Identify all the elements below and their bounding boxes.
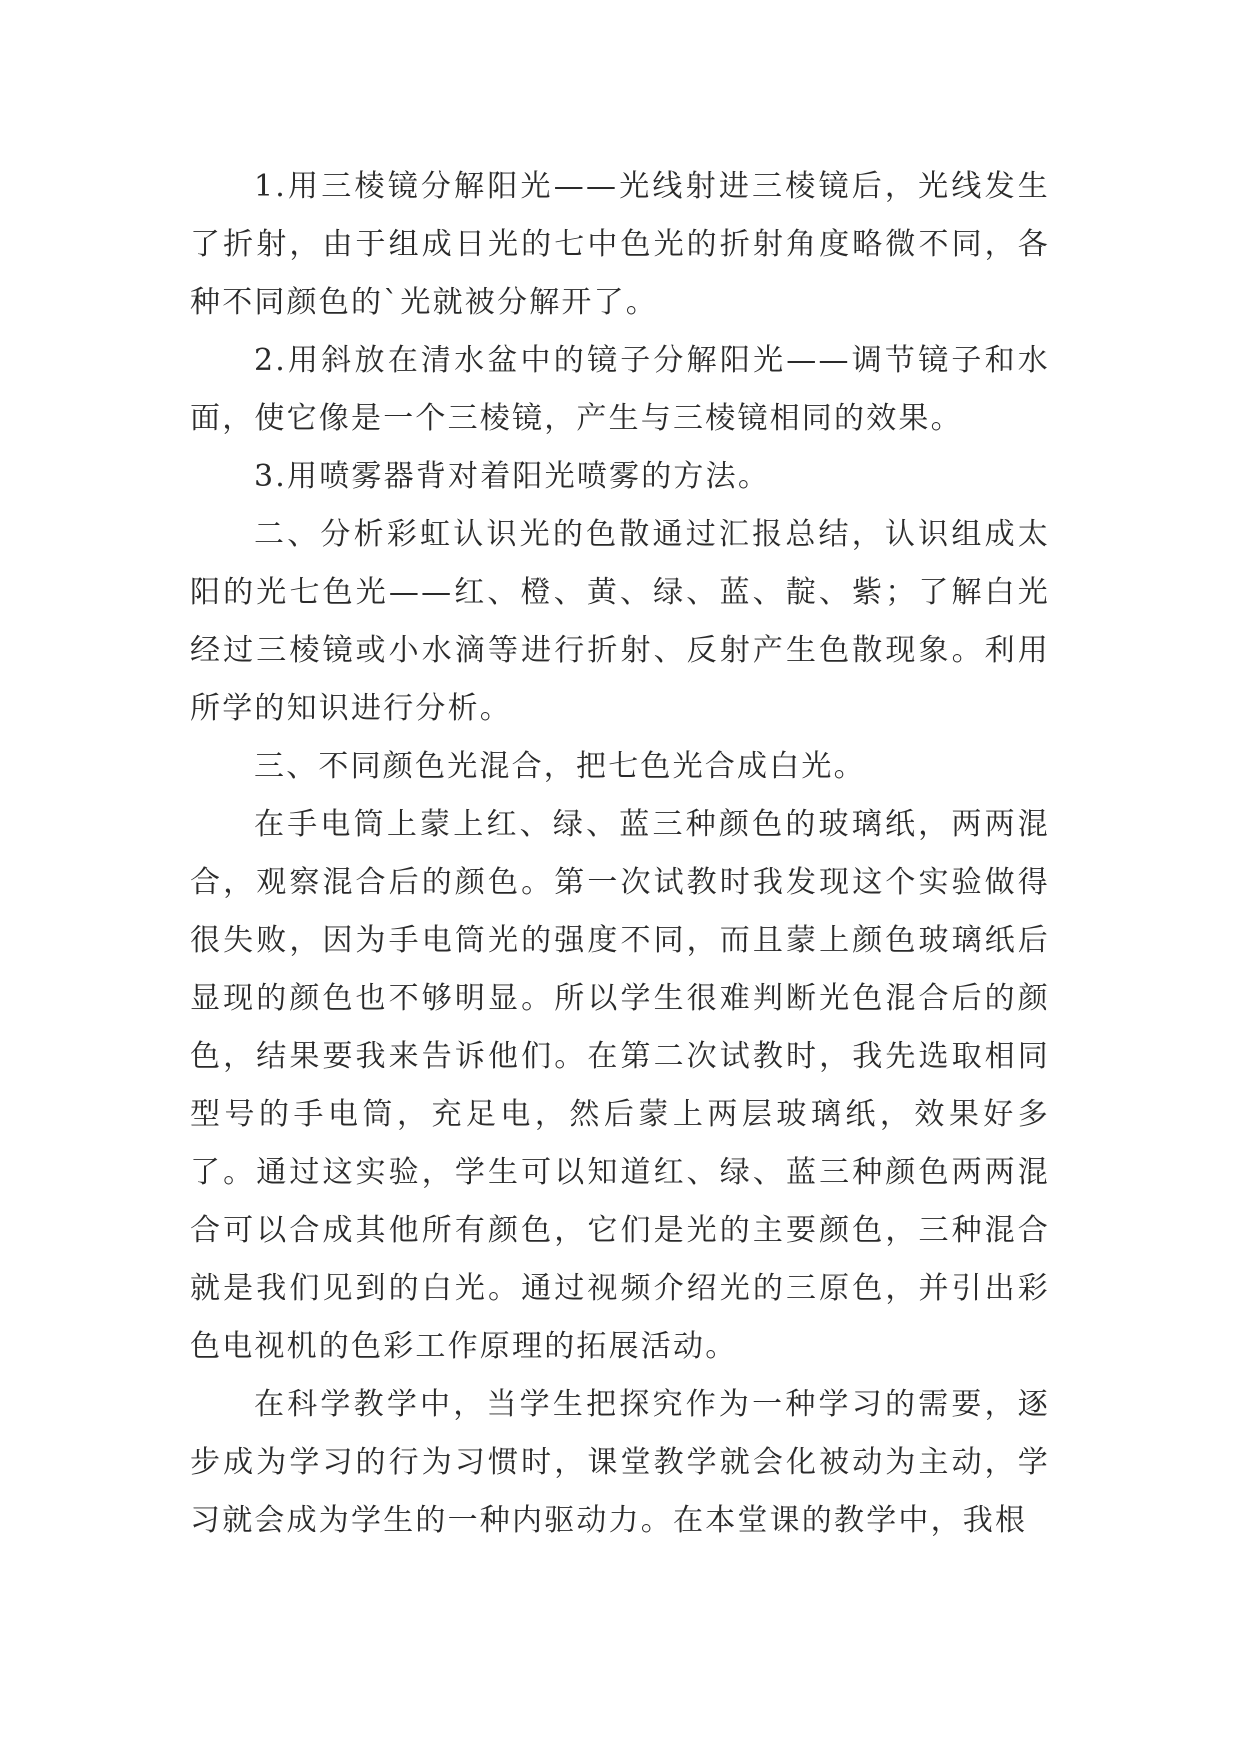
document-body <box>190 158 1050 1550</box>
paragraph-reflection: 在科学教学中，当学生把探究作为一种学习的需要，逐步成为学习的行为习惯时，课堂教学就会化被动为主动，学习就会成为学生的一种内驱动力。在本堂课的教学中，我根 <box>190 1387 1050 1538</box>
paragraph-method-sprayer: 3.用喷雾器背对着阳光喷雾的方法。 <box>254 459 771 494</box>
paragraph-flashlight-experiment: 在手电筒上蒙上红、绿、蓝三种颜色的玻璃纸，两两混合，观察混合后的颜色。第一次试教时我发现这个实验做得很失败，因为手电筒光的强度不同，而且蒙上颜色玻璃纸后显现的颜色也不够明显。所以学生很难判断光色混合后的颜色，结果要我来告诉他们。在第二次试教时，我先选取相同型号的手电筒，充足电，然后蒙上两层玻璃纸，效果好多了。通过这实验，学生可以知道红、绿、蓝三种颜色两两混合可以合成其他所有颜色，它们是光的主要颜色，三种混合就是我们见到的白光。通过视频介绍光的三原色，并引出彩色电视机的色彩工作原理的拓展活动。 <box>190 807 1050 1364</box>
paragraph-method-mirror: 2.用斜放在清水盆中的镜子分解阳光——调节镜子和水面，使它像是一个三棱镜，产生与三棱镜相同的效果。 <box>190 343 1050 436</box>
paragraph-section-two: 二、分析彩虹认识光的色散通过汇报总结，认识组成太阳的光七色光——红、橙、黄、绿、蓝、靛、紫；了解白光经过三棱镜或小水滴等进行折射、反射产生色散现象。利用所学的知识进行分析。 <box>190 517 1050 726</box>
paragraph-method-prism: 1.用三棱镜分解阳光——光线射进三棱镜后，光线发生了折射，由于组成日光的七中色光的折射角度略微不同，各种不同颜色的`光就被分解开了。 <box>190 169 1050 320</box>
paragraph-section-three: 三、不同颜色光混合，把七色光合成白光。 <box>254 749 866 784</box>
